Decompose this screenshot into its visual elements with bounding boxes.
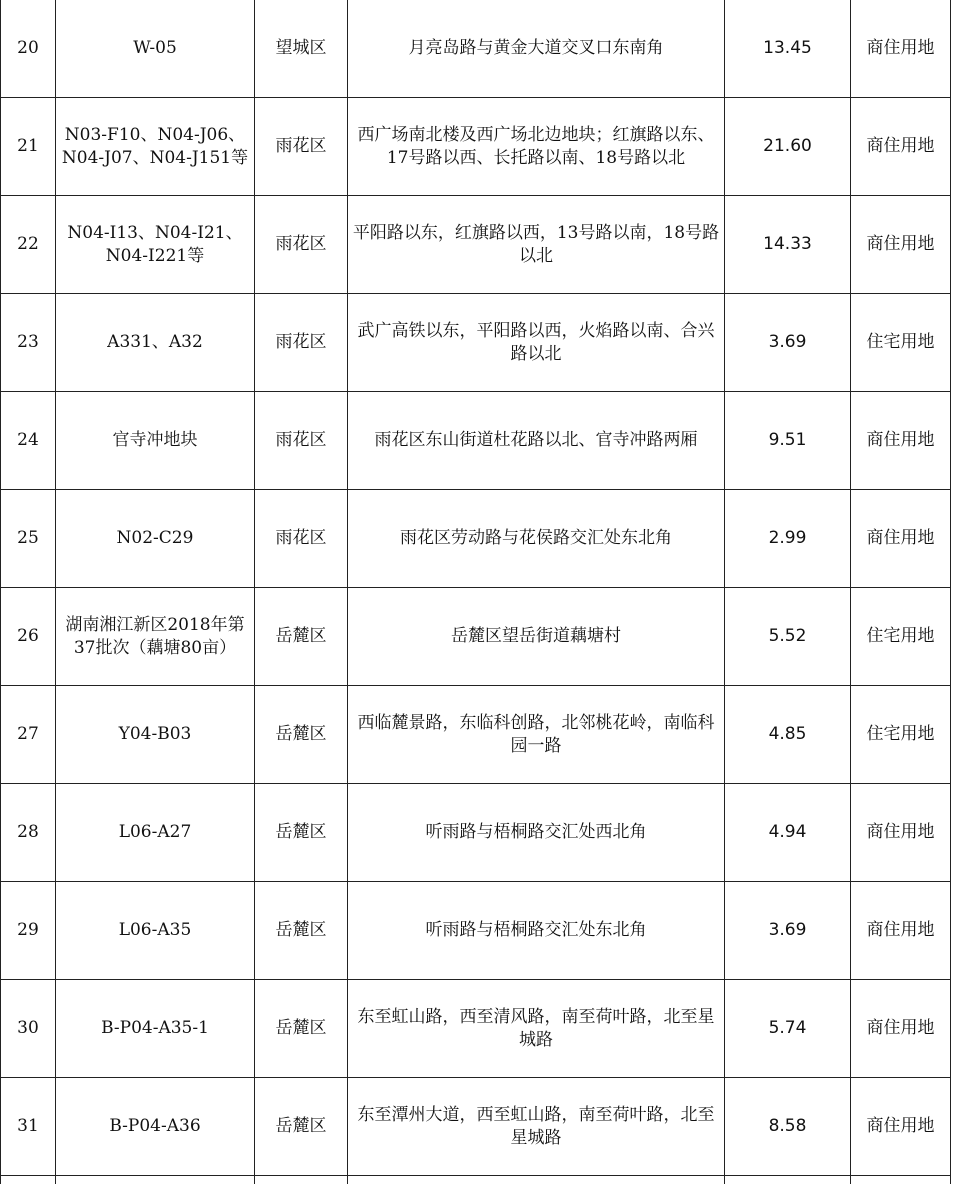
table-row — [1, 392, 951, 490]
district-cell: 岳麓区 — [255, 980, 348, 1078]
district-cell: 雨花区 — [255, 490, 348, 588]
row-number-cell: 29 — [1, 882, 56, 980]
district-cell: 岳麓区 — [255, 784, 348, 882]
district-cell: 岳麓区 — [255, 1078, 348, 1176]
district-cell: 岳麓区 — [255, 882, 348, 980]
location-cell: 武广高铁以东，平阳路以西，火焰路以南、合兴路以北 — [348, 294, 725, 392]
location-cell: 听雨路与梧桐路交汇处东北角 — [348, 882, 725, 980]
row-number-cell: 24 — [1, 392, 56, 490]
location-cell: 平阳路以东，红旗路以西，13号路以南，18号路以北 — [348, 196, 725, 294]
parcel-code-cell: L06-A35 — [56, 882, 255, 980]
parcel-code-cell: W-05 — [56, 0, 255, 98]
location-cell: 雨花区劳动路与花侯路交汇处东北角 — [348, 490, 725, 588]
location-cell: 西广场南北楼及西广场北边地块；红旗路以东、17号路以西、长托路以南、18号路以北 — [348, 98, 725, 196]
empty-cell — [255, 1176, 348, 1185]
parcel-code-cell: N04-I13、N04-I21、N04-I221等 — [56, 196, 255, 294]
location-cell: 雨花区东山街道杜花路以北、官寺冲路两厢 — [348, 392, 725, 490]
land-use-cell: 商住用地 — [851, 784, 951, 882]
table-row — [1, 686, 951, 784]
area-cell: 14.33 — [725, 196, 851, 294]
empty-cell — [1, 1176, 56, 1185]
table-row — [1, 882, 951, 980]
parcel-code-cell: N03-F10、N04-J06、N04-J07、N04-J151等 — [56, 98, 255, 196]
empty-cell — [851, 1176, 951, 1185]
row-number-cell: 26 — [1, 588, 56, 686]
land-use-cell: 住宅用地 — [851, 686, 951, 784]
area-cell: 2.99 — [725, 490, 851, 588]
district-cell: 岳麓区 — [255, 686, 348, 784]
table-row-partial — [1, 1176, 951, 1185]
empty-cell — [348, 1176, 725, 1185]
land-use-cell: 住宅用地 — [851, 588, 951, 686]
area-cell: 4.85 — [725, 686, 851, 784]
parcel-code-cell: 官寺冲地块 — [56, 392, 255, 490]
land-use-cell: 商住用地 — [851, 980, 951, 1078]
area-cell: 9.51 — [725, 392, 851, 490]
location-cell: 岳麓区望岳街道藕塘村 — [348, 588, 725, 686]
area-cell: 5.52 — [725, 588, 851, 686]
land-use-cell: 商住用地 — [851, 196, 951, 294]
parcel-code-cell: B-P04-A35-1 — [56, 980, 255, 1078]
area-cell: 3.69 — [725, 294, 851, 392]
area-cell: 13.45 — [725, 0, 851, 98]
land-use-cell: 商住用地 — [851, 882, 951, 980]
row-number-cell: 21 — [1, 98, 56, 196]
row-number-cell: 22 — [1, 196, 56, 294]
land-use-cell: 商住用地 — [851, 0, 951, 98]
location-cell: 东至虹山路，西至清风路，南至荷叶路，北至星城路 — [348, 980, 725, 1078]
parcel-code-cell: 湖南湘江新区2018年第37批次（藕塘80亩） — [56, 588, 255, 686]
table-row — [1, 98, 951, 196]
district-cell: 雨花区 — [255, 392, 348, 490]
area-cell: 21.60 — [725, 98, 851, 196]
parcel-code-cell: L06-A27 — [56, 784, 255, 882]
area-cell: 5.74 — [725, 980, 851, 1078]
land-use-cell: 商住用地 — [851, 392, 951, 490]
land-use-cell: 商住用地 — [851, 490, 951, 588]
table-row — [1, 588, 951, 686]
location-cell: 东至潭州大道，西至虹山路，南至荷叶路，北至星城路 — [348, 1078, 725, 1176]
parcel-code-cell: A331、A32 — [56, 294, 255, 392]
parcel-code-cell: Y04-B03 — [56, 686, 255, 784]
land-use-cell: 商住用地 — [851, 98, 951, 196]
row-number-cell: 25 — [1, 490, 56, 588]
table-row — [1, 0, 951, 98]
district-cell: 雨花区 — [255, 196, 348, 294]
district-cell: 雨花区 — [255, 294, 348, 392]
table-body — [1, 0, 951, 1184]
row-number-cell: 30 — [1, 980, 56, 1078]
district-cell: 岳麓区 — [255, 588, 348, 686]
row-number-cell: 28 — [1, 784, 56, 882]
empty-cell — [725, 1176, 851, 1185]
land-use-cell: 住宅用地 — [851, 294, 951, 392]
district-cell: 望城区 — [255, 0, 348, 98]
area-cell: 3.69 — [725, 882, 851, 980]
location-cell: 听雨路与梧桐路交汇处西北角 — [348, 784, 725, 882]
table-row — [1, 980, 951, 1078]
row-number-cell: 27 — [1, 686, 56, 784]
parcel-code-cell: B-P04-A36 — [56, 1078, 255, 1176]
table-row — [1, 1078, 951, 1176]
row-number-cell: 31 — [1, 1078, 56, 1176]
table-row — [1, 294, 951, 392]
table-row — [1, 784, 951, 882]
empty-cell — [56, 1176, 255, 1185]
table-row — [1, 490, 951, 588]
table-row — [1, 196, 951, 294]
row-number-cell: 23 — [1, 294, 56, 392]
district-cell: 雨花区 — [255, 98, 348, 196]
row-number-cell: 20 — [1, 0, 56, 98]
land-use-cell: 商住用地 — [851, 1078, 951, 1176]
area-cell: 8.58 — [725, 1078, 851, 1176]
parcel-code-cell: N02-C29 — [56, 490, 255, 588]
location-cell: 西临麓景路，东临科创路，北邻桃花岭，南临科园一路 — [348, 686, 725, 784]
area-cell: 4.94 — [725, 784, 851, 882]
location-cell: 月亮岛路与黄金大道交叉口东南角 — [348, 0, 725, 98]
